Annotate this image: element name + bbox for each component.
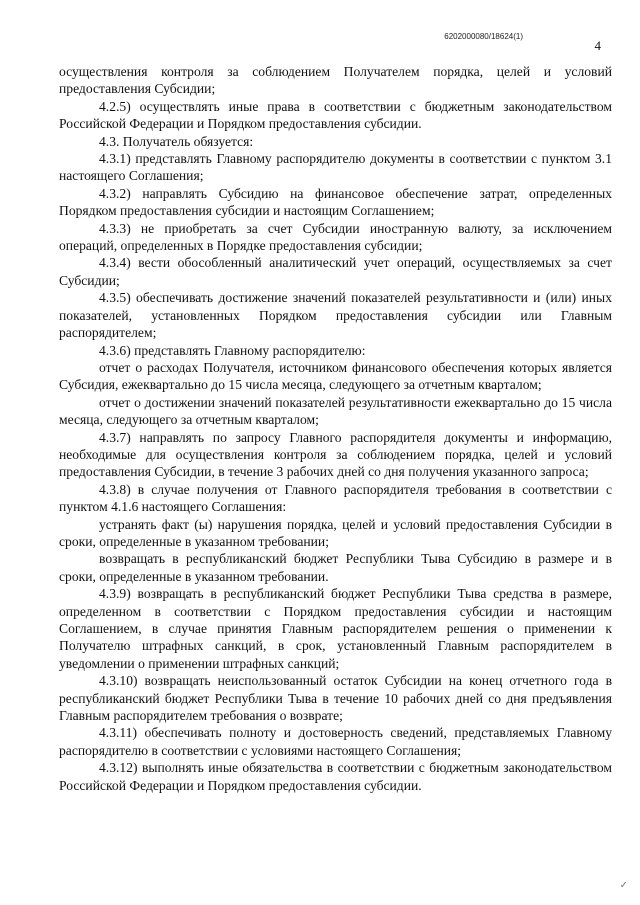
paragraph: отчет о расходах Получателя, источником финансового обеспечения которых является Субсидия, ежеквартально до 15 числа месяца, следующего за отчетным кварталом; bbox=[59, 359, 612, 393]
paragraph: 4.3. Получатель обязуется: bbox=[99, 133, 254, 149]
paragraph: отчет о достижении значений показателей результативности ежеквартально до 15 числа месяца, следующего за отчетным кварталом; bbox=[59, 394, 612, 428]
paragraph: 4.3.4) вести обособленный аналитический учет операций, осуществляемых за счет Субсидии; bbox=[59, 255, 612, 288]
paragraph: 4.3.3) не приобретать за счет Субсидии иностранную валюту, за исключением операций, определенных в Порядке предоставления субсидии; bbox=[59, 220, 612, 254]
paragraph: 4.3.2) направлять Субсидию на финансовое обеспечение затрат, определенных Порядком предоставления субсидии и настоящим Соглашением; bbox=[59, 185, 612, 219]
paragraph: 4.3.8) в случае получения от Главного распорядителя требования в соответствии с пунктом 4.1.6 настоящего Соглашения: bbox=[59, 481, 612, 515]
corner-check-mark: ✓ bbox=[619, 880, 628, 891]
paragraph: 4.3.10) возвращать неиспользованный остаток Субсидии на конец отчетного года в республиканский бюджет Республики Тыва в течение 10 рабочих дней со дня предъявления Главным распорядителем требования о возврате; bbox=[59, 673, 612, 724]
document-code: 6202000080/18624(1) bbox=[444, 32, 523, 41]
paragraph: возвращать в республиканский бюджет Республики Тыва Субсидию в размере и в сроки, определенные в указанном требовании. bbox=[59, 551, 612, 584]
paragraph: 4.3.1) представлять Главному распорядителю документы в соответствии с пунктом 3.1 настоящего Соглашения; bbox=[59, 151, 612, 184]
paragraph: 4.3.12) выполнять иные обязательства в соответствии с бюджетным законодательством Российской Федерации и Порядком предоставления субсидии. bbox=[59, 760, 612, 793]
paragraph: 4.3.7) направлять по запросу Главного распорядителя документы и информацию, необходимые для осуществления контроля за соблюдением порядка, целей и условий предоставления Субсидии, в течение 3 рабочих дней со дня получения указанного запроса; bbox=[59, 429, 612, 480]
document-body bbox=[59, 63, 612, 794]
paragraph: 4.3.5) обеспечивать достижение значений показателей результативности и (или) иных показателей, установленных Порядком предоставления субсидии или Главным распорядителем; bbox=[59, 290, 612, 341]
paragraph: 4.3.9) возвращать в республиканский бюджет Республики Тыва средства в размере, определенном в соответствии с Порядком предоставления субсидии и настоящим Соглашением, в случае принятия Главным распорядителем решения о применении к Получателю штрафных санкций, в срок, установленный Главным распорядителем в уведомлении о применении штрафных санкций; bbox=[59, 586, 612, 671]
paragraph: 4.3.6) представлять Главному распорядителю: bbox=[99, 342, 366, 358]
paragraph: 4.2.5) осуществлять иные права в соответствии с бюджетным законодательством Российской Федерации и Порядком предоставления субсидии. bbox=[59, 98, 612, 132]
paragraph: осуществления контроля за соблюдением Получателем порядка, целей и условий предоставления Субсидии; bbox=[59, 64, 612, 97]
paragraph: устранять факт (ы) нарушения порядка, целей и условий предоставления Субсидии в сроки, определенные в указанном требовании; bbox=[59, 516, 612, 549]
page-number: 4 bbox=[594, 38, 601, 53]
paragraph: 4.3.11) обеспечивать полноту и достоверность сведений, представляемых Главному распорядителю в соответствии с условиями настоящего Соглашения; bbox=[59, 725, 612, 758]
